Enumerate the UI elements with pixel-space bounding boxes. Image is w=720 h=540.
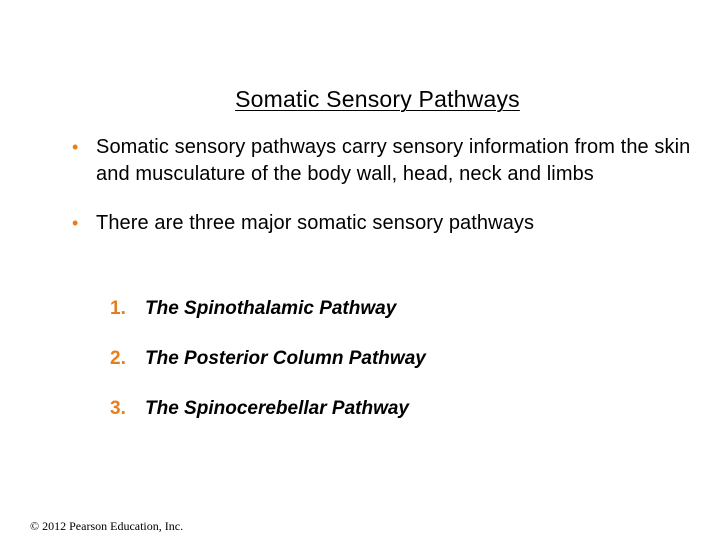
bullet-item: [60, 210, 700, 237]
pathway-item: [110, 346, 426, 372]
pathway-number: 3.: [110, 398, 126, 419]
bullet-marker: •: [72, 213, 79, 233]
bullet-marker: •: [72, 137, 79, 157]
pathway-item: [110, 396, 426, 422]
pathway-number: 2.: [110, 348, 126, 369]
bullet-list: [60, 134, 700, 259]
pathway-name: The Spinothalamic Pathway: [145, 298, 397, 319]
pathway-item: [110, 296, 426, 322]
pathway-name: The Spinocerebellar Pathway: [145, 398, 409, 419]
bullet-text: There are three major somatic sensory pathways: [96, 212, 535, 234]
pathway-name: The Posterior Column Pathway: [145, 348, 426, 369]
pathway-number: 1.: [110, 298, 126, 319]
bullet-item: [60, 134, 700, 188]
copyright-footer: © 2012 Pearson Education, Inc.: [30, 519, 184, 533]
pathway-list: [110, 296, 426, 446]
slide-title: Somatic Sensory Pathways: [235, 86, 520, 112]
bullet-text: Somatic sensory pathways carry sensory information from the skin and musculature of the body wall, head, neck and limbs: [96, 136, 691, 185]
